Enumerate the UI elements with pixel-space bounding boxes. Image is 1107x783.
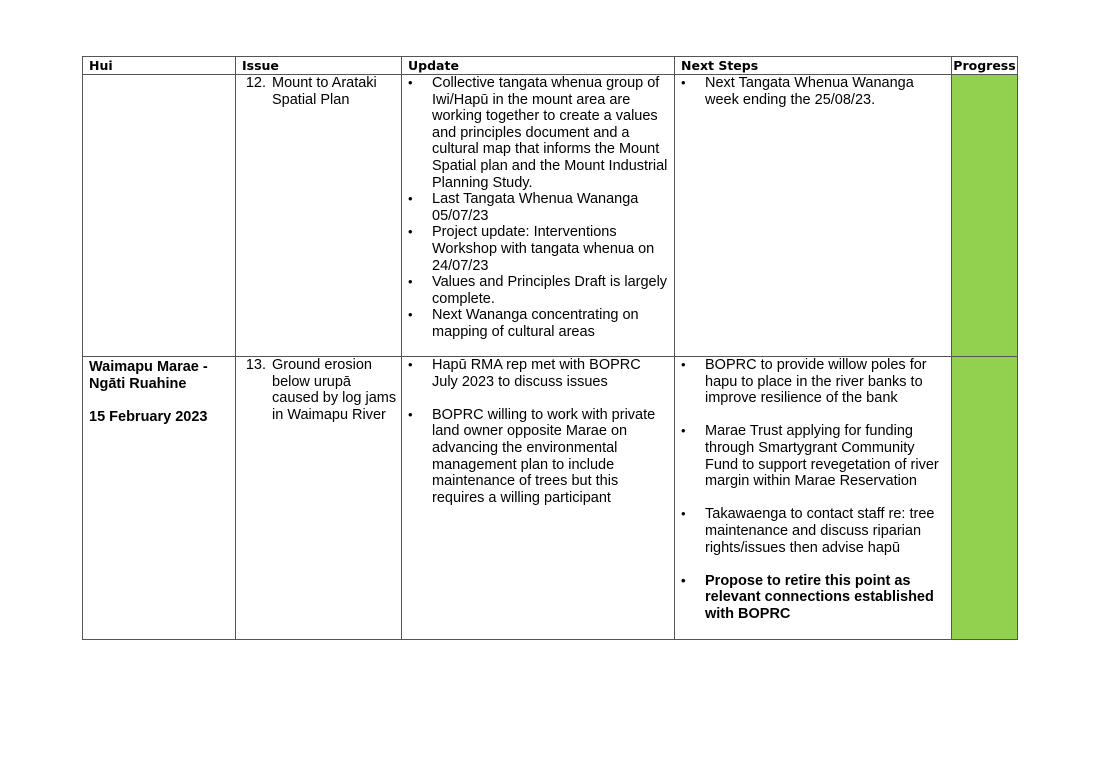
update-item: • Project update: Interventions Workshop with tangata whenua on 24/07/23 — [432, 224, 668, 274]
table-row — [83, 75, 1018, 357]
update-cell — [402, 75, 675, 357]
hui-cell-content — [83, 357, 235, 425]
update-list — [402, 357, 674, 506]
hui-issues-table — [82, 56, 1018, 640]
next-steps-cell — [675, 75, 952, 357]
update-cell — [402, 357, 675, 640]
issue-cell — [236, 357, 402, 640]
hui-cell — [83, 357, 236, 640]
update-item: • Last Tangata Whenua Wananga 05/07/23 — [432, 191, 668, 224]
table-header-row — [83, 57, 1018, 75]
update-item: • BOPRC willing to work with private land owner opposite Marae on advancing the environmental management plan to include maintenance of trees but this requires a willing participant — [432, 407, 668, 507]
update-item: • Next Wananga concentrating on mapping of cultural areas — [432, 307, 668, 340]
hui-name: Waimapu Marae - Ngāti Ruahine — [89, 359, 208, 392]
column-header-issue: Issue — [236, 57, 402, 75]
hui-date: 15 February 2023 — [89, 408, 208, 425]
next-steps-cell — [675, 357, 952, 640]
issue-list — [236, 75, 401, 108]
hui-cell-content — [83, 75, 235, 77]
column-header-hui: Hui — [83, 57, 236, 75]
progress-cell-green — [952, 75, 1018, 357]
issue-item: 12. Mount to Arataki Spatial Plan — [270, 75, 397, 108]
update-item: • Hapū RMA rep met with BOPRC July 2023 to discuss issues — [432, 357, 668, 390]
next-step-item: • Takawaenga to contact staff re: tree maintenance and discuss riparian rights/issues then advise hapū — [705, 506, 945, 556]
next-step-item: • Marae Trust applying for funding through Smartygrant Community Fund to support revegetation of river margin within Marae Reservation — [705, 423, 945, 489]
column-header-update: Update — [402, 57, 675, 75]
update-item: • Collective tangata whenua group of Iwi/Hapū in the mount area are working together to create a values and principles document and a cultural map that informs the Mount Spatial plan and the Mount Industrial Planning Study. — [432, 75, 668, 191]
issue-list — [236, 357, 401, 423]
progress-cell-green — [952, 357, 1018, 640]
update-list — [402, 75, 674, 341]
next-step-item: • Next Tangata Whenua Wananga week ending the 25/08/23. — [705, 75, 945, 108]
column-header-progress: Progress — [953, 58, 1016, 73]
update-item: • Values and Principles Draft is largely complete. — [432, 274, 668, 307]
hui-cell — [83, 75, 236, 357]
next-steps-list — [675, 357, 951, 623]
issue-item: 13. Ground erosion below urupā caused by log jams in Waimapu River — [270, 357, 397, 423]
next-step-item: • BOPRC to provide willow poles for hapu to place in the river banks to improve resilience of the bank — [705, 357, 945, 407]
table-row — [83, 357, 1018, 640]
column-header-next-steps: Next Steps — [675, 57, 952, 75]
next-step-item-bold: • Propose to retire this point as relevant connections established with BOPRC — [705, 573, 945, 623]
next-steps-list — [675, 75, 951, 108]
issue-cell — [236, 75, 402, 357]
